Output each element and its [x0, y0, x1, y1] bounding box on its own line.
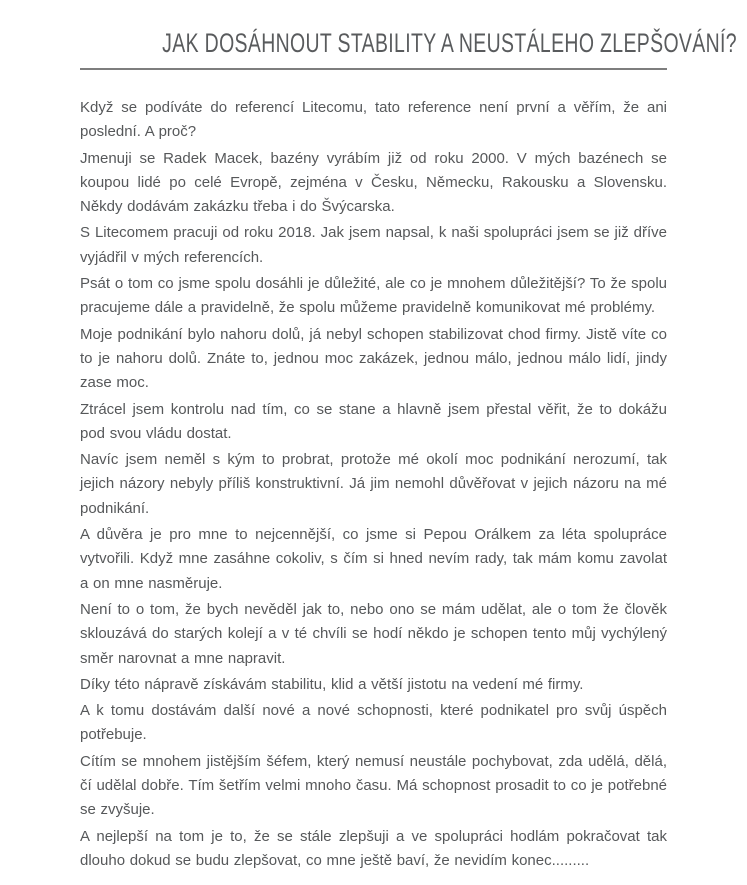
paragraph: Jmenuji se Radek Macek, bazény vyrábím již od roku 2000. V mých bazénech se koupou lidé po celé Evropě, zejména v Česku, Německu, Rakousku a Slovensku. Někdy dodávám zakázku třeba i do Švýcarska. — [80, 149, 667, 216]
paragraph: Díky této nápravě získávám stabilitu, klid a větší jistotu na vedení mé firmy. — [80, 675, 584, 693]
paragraph: Moje podnikání bylo nahoru dolů, já nebyl schopen stabilizovat chod firmy. Jistě víte co to je nahoru dolů. Znáte to, jednou moc zakázek, jednou málo, jednou málo lidí, jindy zase moc. — [80, 325, 667, 392]
page-header — [80, 28, 737, 70]
paragraph: A důvěra je pro mne to nejcennější, co jsme si Pepou Orálkem za léta spolupráce vytvořili. Když mne zasáhne cokoliv, s čím si hned nevím rady, tak mám komu zavolat a on mne nasměruje. — [80, 526, 667, 592]
paragraph: Cítím se mnohem jistějším šéfem, který nemusí neustále pochybovat, zda udělá, dělá, čí udělal dobře. Tím šetřím velmi mnoho času. Má schopnost prosadit to co je potřebné se zvyšuje. — [80, 752, 667, 819]
paragraph: Psát o tom co jsme spolu dosáhli je důležité, ale co je mnohem důležitější? To že spolu pracujeme dále a pravidelně, že spolu můžeme pravidelně komunikovat mé problémy. — [80, 275, 667, 317]
paragraph: A k tomu dostávám další nové a nové schopnosti, které podnikatel pro svůj úspěch potřebuje. — [80, 702, 667, 744]
document-page — [80, 0, 737, 873]
paragraph: S Litecomem pracuji od roku 2018. Jak jsem napsal, k naši spolupráci jsem se již dříve vyjádřil v mých referencích. — [80, 224, 667, 266]
paragraph: A nejlepší na tom je to, že se stále zlepšuji a ve spolupráci hodlám pokračovat tak dlouho dokud se budu zlepšovat, co mne ještě baví, že nevidím konec......... — [80, 827, 667, 869]
article-body — [80, 96, 667, 873]
paragraph: Ztrácel jsem kontrolu nad tím, co se stane a hlavně jsem přestal věřit, že to dokážu pod svou vládu dostat. — [80, 400, 667, 442]
page-title — [80, 28, 737, 58]
paragraph: Není to o tom, že bych nevěděl jak to, nebo ono se mám udělat, ale o tom že člověk sklouzává do starých kolejí a v té chvíli se hodí někdo je schopen tento můj vychýlený směr narovnat a mne napravit. — [80, 600, 667, 667]
page-title-text: JAK DOSÁHNOUT STABILITY A NEUSTÁLEHO ZLEPŠOVÁNÍ? — [162, 28, 737, 58]
paragraph: Když se podíváte do referencí Litecomu, tato reference není první a věřím, že ani poslední. A proč? — [80, 99, 667, 141]
paragraph: Navíc jsem neměl s kým to probrat, protože mé okolí moc podnikání nerozumí, tak jejich názory nebyly příliš konstruktivní. Já jim nemohl důvěřovat v jejich názoru na mé podnikání. — [80, 451, 667, 517]
